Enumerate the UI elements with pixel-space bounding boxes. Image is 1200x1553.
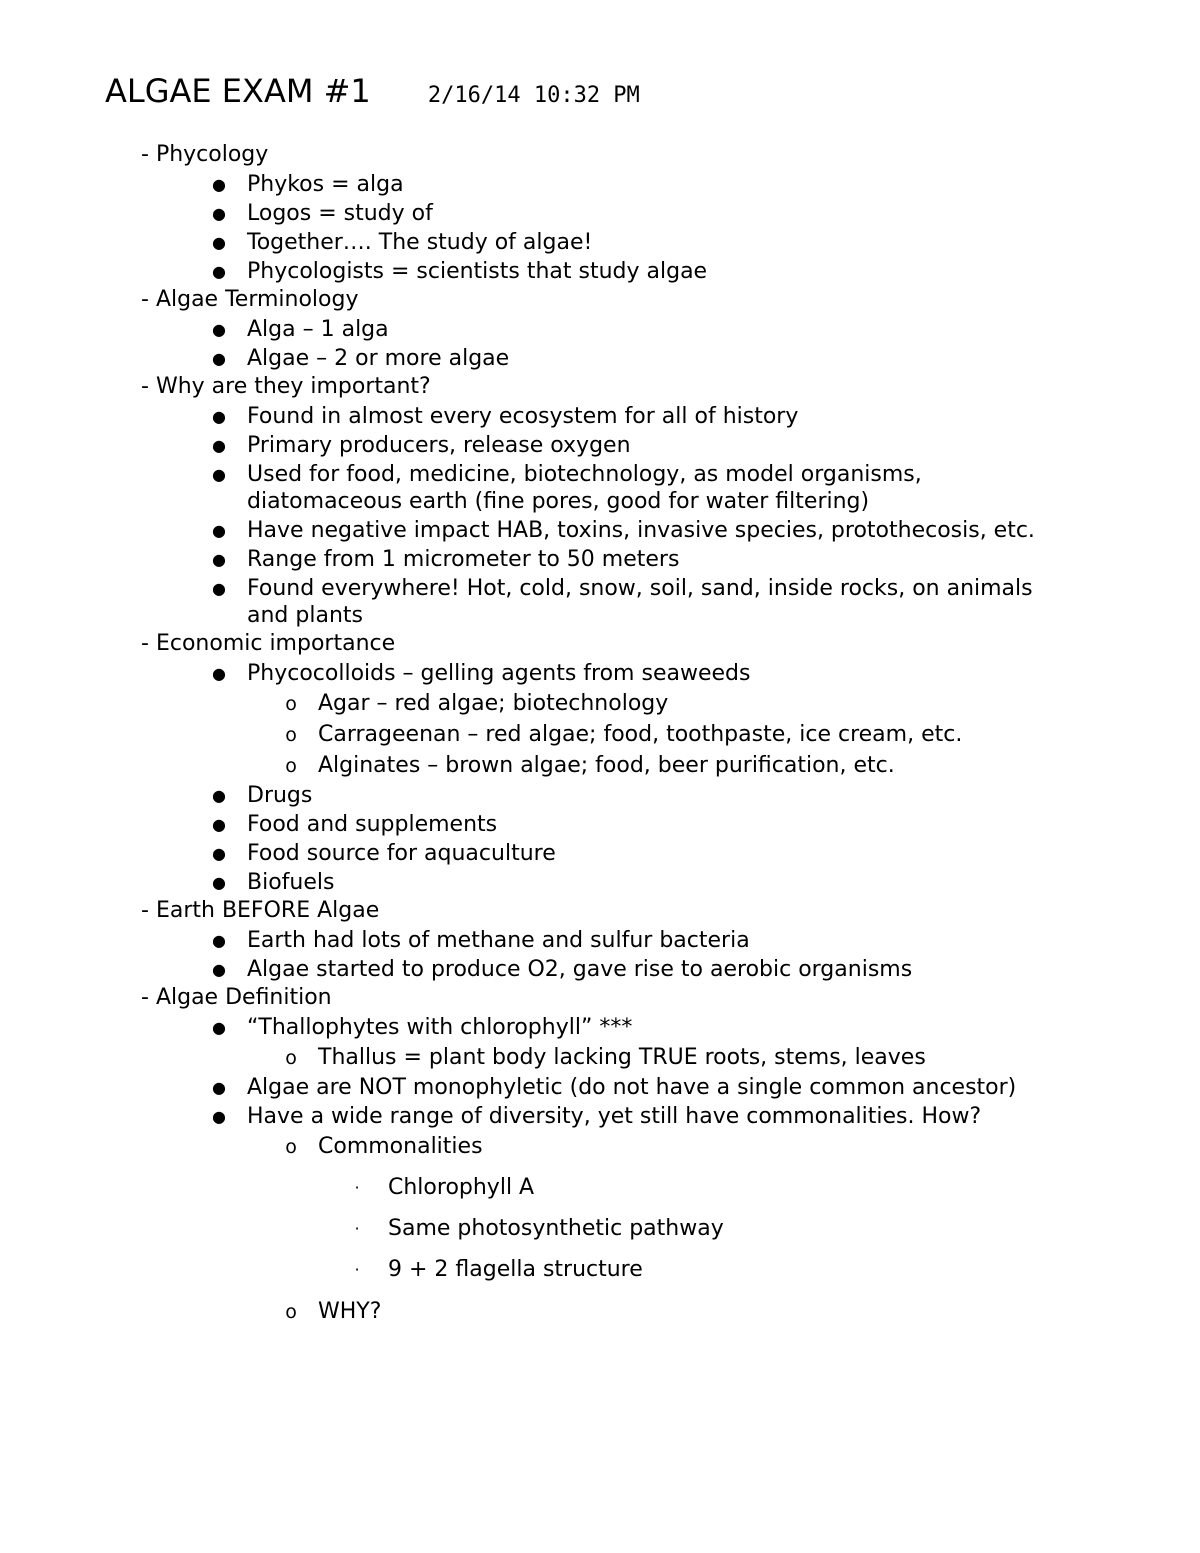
bullet-item-text: Phycologists = scientists that study algae bbox=[247, 259, 708, 284]
sub-item bbox=[0, 721, 1200, 749]
circle-bullet-icon: o bbox=[285, 724, 297, 746]
section-heading bbox=[141, 372, 1200, 401]
bullet-icon: ● bbox=[212, 1078, 226, 1097]
bullet-icon: ● bbox=[212, 1107, 226, 1126]
bullet-item-text: Alga – 1 alga bbox=[247, 317, 389, 342]
bullet-item-text: Logos = study of bbox=[247, 201, 433, 226]
circle-bullet-icon: o bbox=[285, 1136, 297, 1158]
circle-bullet-icon: o bbox=[285, 693, 297, 715]
section-heading-text: Economic importance bbox=[155, 631, 396, 656]
bullet-item-text: Have negative impact HAB, toxins, invasive species, protothecosis, etc. bbox=[247, 518, 1035, 543]
sub-sub-item-text: Same photosynthetic pathway bbox=[388, 1216, 724, 1241]
sub-item-text: Alginates – brown algae; food, beer purification, etc. bbox=[318, 753, 895, 778]
bullet-item-text: Food source for aquaculture bbox=[247, 841, 556, 866]
bullet-icon: ● bbox=[212, 815, 226, 834]
document-timestamp: 2/16/14 10:32 PM bbox=[427, 83, 640, 108]
bullet-item-text: Earth had lots of methane and sulfur bacteria bbox=[247, 928, 750, 953]
bullet-item bbox=[0, 660, 1200, 687]
bullet-item-text: Used for food, medicine, biotechnology, as model organisms, diatomaceous earth (fine pores, good for water filtering) bbox=[247, 462, 922, 514]
bullet-item-text: Algae – 2 or more algae bbox=[247, 346, 510, 371]
section-heading bbox=[141, 983, 1200, 1012]
bullet-icon: ● bbox=[212, 175, 226, 194]
bullet-icon: ● bbox=[212, 320, 226, 339]
bullet-icon: ● bbox=[212, 1018, 226, 1037]
outline-section bbox=[0, 140, 1200, 285]
bullet-item-text: Found everywhere! Hot, cold, snow, soil, sand, inside rocks, on animals and plants bbox=[247, 576, 1033, 628]
bullet-icon: ● bbox=[212, 204, 226, 223]
sub-item bbox=[0, 1044, 1200, 1072]
dash-marker: - bbox=[141, 898, 149, 923]
bullet-icon: ● bbox=[212, 465, 226, 484]
bullet-icon: ● bbox=[212, 233, 226, 252]
sub-item bbox=[0, 690, 1200, 718]
bullet-item bbox=[0, 345, 1200, 372]
bullet-item bbox=[0, 229, 1200, 256]
circle-bullet-icon: o bbox=[285, 1301, 297, 1323]
bullet-item bbox=[0, 171, 1200, 198]
bullet-item bbox=[0, 782, 1200, 809]
section-heading-text: Earth BEFORE Algae bbox=[155, 898, 380, 923]
bullet-item bbox=[0, 432, 1200, 459]
section-heading bbox=[141, 140, 1200, 169]
bullet-icon: ● bbox=[212, 521, 226, 540]
bullet-item-text: “Thallophytes with chlorophyll” *** bbox=[247, 1015, 633, 1040]
sub-item-text: Thallus = plant body lacking TRUE roots, stems, leaves bbox=[318, 1045, 926, 1070]
section-heading-text: Algae Definition bbox=[155, 985, 332, 1010]
section-heading-text: Why are they important? bbox=[155, 374, 431, 399]
title-row bbox=[105, 72, 640, 110]
bullet-icon: ● bbox=[212, 931, 226, 950]
bullet-item bbox=[0, 461, 1200, 515]
bullet-item-text: Phycocolloids – gelling agents from seaweeds bbox=[247, 661, 751, 686]
sub-sub-item-text: Chlorophyll A bbox=[388, 1175, 535, 1200]
bullet-icon: ● bbox=[212, 550, 226, 569]
sub-item bbox=[0, 752, 1200, 780]
bullet-icon: ● bbox=[212, 844, 226, 863]
bullet-item bbox=[0, 811, 1200, 838]
bullet-item bbox=[0, 258, 1200, 285]
dot-bullet-icon: · bbox=[354, 1260, 360, 1279]
outline-section bbox=[0, 983, 1200, 1326]
sub-item-text: WHY? bbox=[318, 1299, 382, 1324]
dash-marker: - bbox=[141, 985, 149, 1010]
bullet-item-text: Found in almost every ecosystem for all of history bbox=[247, 404, 799, 429]
sub-sub-item bbox=[0, 1174, 1200, 1202]
bullet-item-text: Together…. The study of algae! bbox=[247, 230, 593, 255]
sub-item bbox=[0, 1133, 1200, 1161]
bullet-item bbox=[0, 956, 1200, 983]
bullet-item bbox=[0, 1074, 1200, 1101]
section-heading bbox=[141, 896, 1200, 925]
bullet-item bbox=[0, 927, 1200, 954]
section-heading-text: Algae Terminology bbox=[155, 287, 359, 312]
bullet-icon: ● bbox=[212, 349, 226, 368]
sub-sub-item bbox=[0, 1256, 1200, 1284]
sub-item bbox=[0, 1298, 1200, 1326]
bullet-item-text: Have a wide range of diversity, yet still have commonalities. How? bbox=[247, 1104, 982, 1129]
bullet-item-text: Food and supplements bbox=[247, 812, 498, 837]
dash-marker: - bbox=[141, 374, 149, 399]
bullet-item-text: Biofuels bbox=[247, 870, 335, 895]
section-heading bbox=[141, 285, 1200, 314]
dash-marker: - bbox=[141, 142, 149, 167]
dot-bullet-icon: · bbox=[354, 1219, 360, 1238]
bullet-item bbox=[0, 869, 1200, 896]
bullet-item bbox=[0, 840, 1200, 867]
sub-item-text: Commonalities bbox=[318, 1134, 483, 1159]
section-heading bbox=[141, 629, 1200, 658]
circle-bullet-icon: o bbox=[285, 1047, 297, 1069]
bullet-item bbox=[0, 575, 1200, 629]
bullet-item bbox=[0, 1103, 1200, 1130]
bullet-item bbox=[0, 517, 1200, 544]
bullet-item bbox=[0, 546, 1200, 573]
bullet-icon: ● bbox=[212, 262, 226, 281]
bullet-item-text: Drugs bbox=[247, 783, 313, 808]
bullet-icon: ● bbox=[212, 407, 226, 426]
bullet-item-text: Range from 1 micrometer to 50 meters bbox=[247, 547, 680, 572]
bullet-item-text: Phykos = alga bbox=[247, 172, 404, 197]
outline-section bbox=[0, 285, 1200, 372]
bullet-icon: ● bbox=[212, 873, 226, 892]
dash-marker: - bbox=[141, 631, 149, 656]
outline-section bbox=[0, 896, 1200, 983]
sub-sub-item-text: 9 + 2 flagella structure bbox=[388, 1257, 643, 1282]
sub-item-text: Carrageenan – red algae; food, toothpaste, ice cream, etc. bbox=[318, 722, 963, 747]
bullet-item bbox=[0, 316, 1200, 343]
dot-bullet-icon: · bbox=[354, 1178, 360, 1197]
document-title: ALGAE EXAM #1 bbox=[105, 72, 371, 110]
bullet-icon: ● bbox=[212, 786, 226, 805]
outline-section bbox=[0, 629, 1200, 896]
notes-outline bbox=[0, 140, 1200, 1326]
bullet-icon: ● bbox=[212, 436, 226, 455]
bullet-icon: ● bbox=[212, 579, 226, 598]
bullet-icon: ● bbox=[212, 664, 226, 683]
circle-bullet-icon: o bbox=[285, 755, 297, 777]
bullet-icon: ● bbox=[212, 960, 226, 979]
bullet-item bbox=[0, 1014, 1200, 1041]
bullet-item bbox=[0, 200, 1200, 227]
bullet-item bbox=[0, 403, 1200, 430]
bullet-item-text: Algae started to produce O2, gave rise to aerobic organisms bbox=[247, 957, 913, 982]
bullet-item-text: Algae are NOT monophyletic (do not have a single common ancestor) bbox=[247, 1075, 1017, 1100]
outline-section bbox=[0, 372, 1200, 629]
bullet-item-text: Primary producers, release oxygen bbox=[247, 433, 631, 458]
section-heading-text: Phycology bbox=[155, 142, 269, 167]
dash-marker: - bbox=[141, 287, 149, 312]
sub-item-text: Agar – red algae; biotechnology bbox=[318, 691, 669, 716]
sub-sub-item bbox=[0, 1215, 1200, 1243]
